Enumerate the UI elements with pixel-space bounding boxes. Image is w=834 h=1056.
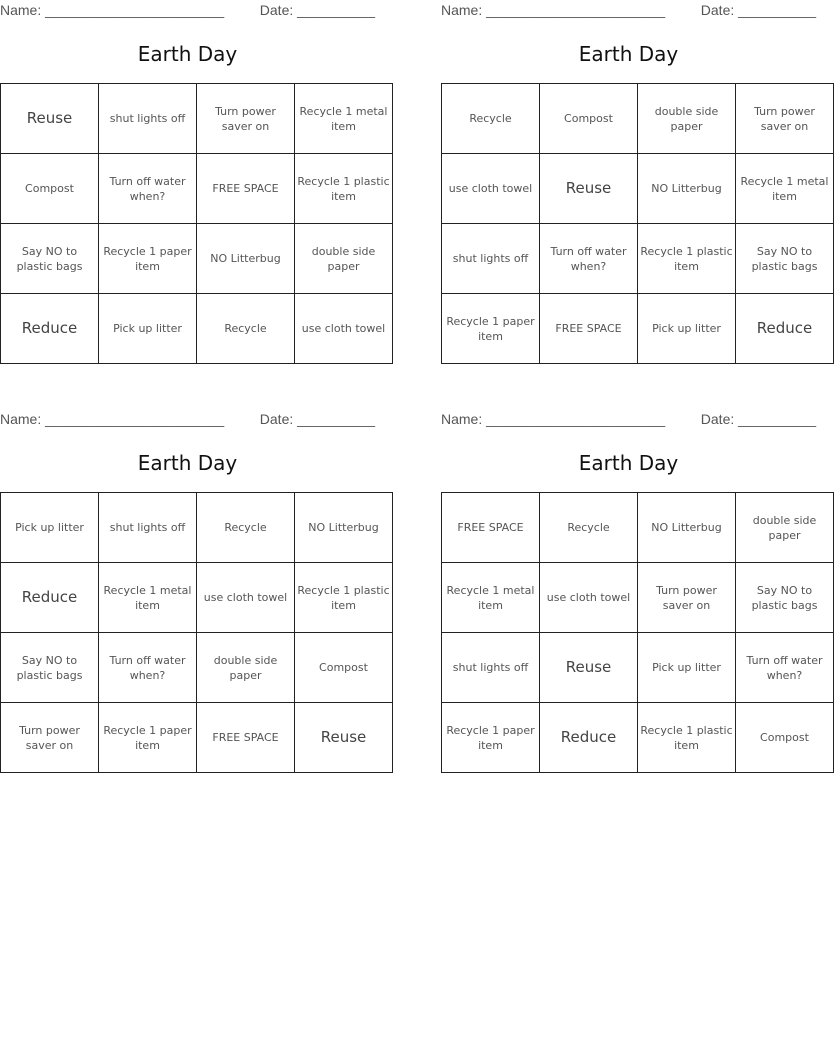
grid-cell: Recycle: [197, 493, 295, 563]
grid-cell: NO Litterbug: [197, 224, 295, 294]
name-line: Name: _______________________: [441, 2, 666, 18]
grid-cell: Recycle: [442, 84, 540, 154]
grid-cell: Recycle 1 paper item: [442, 703, 540, 773]
card-title: Earth Day: [578, 451, 679, 475]
bingo-grid: [0, 492, 393, 773]
grid-cell: Compost: [1, 154, 99, 224]
grid-row: [1, 224, 393, 294]
grid-cell: use cloth towel: [442, 154, 540, 224]
grid-row: [1, 294, 393, 364]
date-line: Date: __________: [700, 2, 816, 18]
grid-cell: Turn power saver on: [1, 703, 99, 773]
name-date-row: [441, 411, 816, 429]
bingo-card-4: [441, 409, 823, 784]
grid-row: [1, 563, 393, 633]
date-line: Date: __________: [259, 2, 375, 18]
grid-cell: Recycle 1 paper item: [99, 703, 197, 773]
name-date-row: [0, 411, 375, 429]
bingo-card-2: [441, 0, 829, 375]
date-line: Date: __________: [700, 411, 816, 427]
grid-cell: Pick up litter: [638, 633, 736, 703]
grid-cell: double side paper: [197, 633, 295, 703]
name-line: Name: _______________________: [441, 411, 666, 427]
grid-cell: Reuse: [295, 703, 393, 773]
grid-cell: Recycle 1 plastic item: [295, 154, 393, 224]
grid-cell: Recycle 1 paper item: [442, 294, 540, 364]
grid-cell: Recycle 1 plastic item: [295, 563, 393, 633]
grid-cell: Say NO to plastic bags: [736, 224, 834, 294]
grid-cell: Recycle: [197, 294, 295, 364]
grid-cell: Compost: [540, 84, 638, 154]
grid-row: [442, 294, 834, 364]
bingo-card-3: [0, 409, 390, 784]
grid-cell: double side paper: [295, 224, 393, 294]
name-line: Name: _______________________: [0, 411, 225, 427]
grid-row: [1, 493, 393, 563]
grid-cell: FREE SPACE: [197, 703, 295, 773]
grid-cell: Compost: [736, 703, 834, 773]
grid-row: [1, 633, 393, 703]
grid-cell: Recycle 1 metal item: [442, 563, 540, 633]
grid-cell: Recycle 1 plastic item: [638, 224, 736, 294]
grid-row: [442, 633, 834, 703]
bingo-card-1: [0, 0, 390, 375]
grid-cell: Pick up litter: [99, 294, 197, 364]
grid-row: [1, 703, 393, 773]
grid-row: [442, 224, 834, 294]
grid-cell: FREE SPACE: [442, 493, 540, 563]
grid-cell: FREE SPACE: [540, 294, 638, 364]
grid-cell: NO Litterbug: [295, 493, 393, 563]
grid-cell: NO Litterbug: [638, 154, 736, 224]
grid-cell: shut lights off: [442, 224, 540, 294]
card-title: Earth Day: [137, 42, 238, 66]
grid-row: [442, 154, 834, 224]
name-date-row: [441, 2, 816, 20]
grid-cell: FREE SPACE: [197, 154, 295, 224]
grid-cell: Reduce: [1, 563, 99, 633]
bingo-grid: [441, 83, 834, 364]
grid-cell: Recycle: [540, 493, 638, 563]
grid-cell: Recycle 1 plastic item: [638, 703, 736, 773]
grid-cell: shut lights off: [99, 84, 197, 154]
name-line: Name: _______________________: [0, 2, 225, 18]
grid-cell: Turn power saver on: [736, 84, 834, 154]
grid-cell: shut lights off: [442, 633, 540, 703]
grid-cell: Say NO to plastic bags: [1, 224, 99, 294]
grid-row: [442, 563, 834, 633]
grid-row: [442, 84, 834, 154]
grid-cell: Recycle 1 paper item: [99, 224, 197, 294]
grid-cell: double side paper: [638, 84, 736, 154]
grid-cell: Turn off water when?: [736, 633, 834, 703]
grid-cell: shut lights off: [99, 493, 197, 563]
grid-cell: Reduce: [736, 294, 834, 364]
grid-cell: Reduce: [1, 294, 99, 364]
card-title: Earth Day: [578, 42, 679, 66]
grid-cell: Recycle 1 metal item: [99, 563, 197, 633]
grid-row: [442, 493, 834, 563]
name-date-row: [0, 2, 375, 20]
card-title: Earth Day: [137, 451, 238, 475]
grid-row: [442, 703, 834, 773]
grid-cell: double side paper: [736, 493, 834, 563]
grid-cell: Reuse: [540, 633, 638, 703]
grid-cell: Reduce: [540, 703, 638, 773]
grid-cell: Turn power saver on: [638, 563, 736, 633]
grid-cell: Turn off water when?: [99, 154, 197, 224]
grid-cell: use cloth towel: [197, 563, 295, 633]
grid-cell: Turn power saver on: [197, 84, 295, 154]
grid-cell: Reuse: [540, 154, 638, 224]
grid-cell: Turn off water when?: [99, 633, 197, 703]
grid-cell: use cloth towel: [540, 563, 638, 633]
date-line: Date: __________: [259, 411, 375, 427]
bingo-grid: [0, 83, 393, 364]
grid-cell: Turn off water when?: [540, 224, 638, 294]
grid-cell: Pick up litter: [638, 294, 736, 364]
grid-cell: Reuse: [1, 84, 99, 154]
grid-row: [1, 84, 393, 154]
grid-cell: Recycle 1 metal item: [736, 154, 834, 224]
bingo-grid: [441, 492, 834, 773]
grid-row: [1, 154, 393, 224]
grid-cell: use cloth towel: [295, 294, 393, 364]
grid-cell: Say NO to plastic bags: [1, 633, 99, 703]
grid-cell: Pick up litter: [1, 493, 99, 563]
grid-cell: Recycle 1 metal item: [295, 84, 393, 154]
grid-cell: Compost: [295, 633, 393, 703]
grid-cell: Say NO to plastic bags: [736, 563, 834, 633]
grid-cell: NO Litterbug: [638, 493, 736, 563]
